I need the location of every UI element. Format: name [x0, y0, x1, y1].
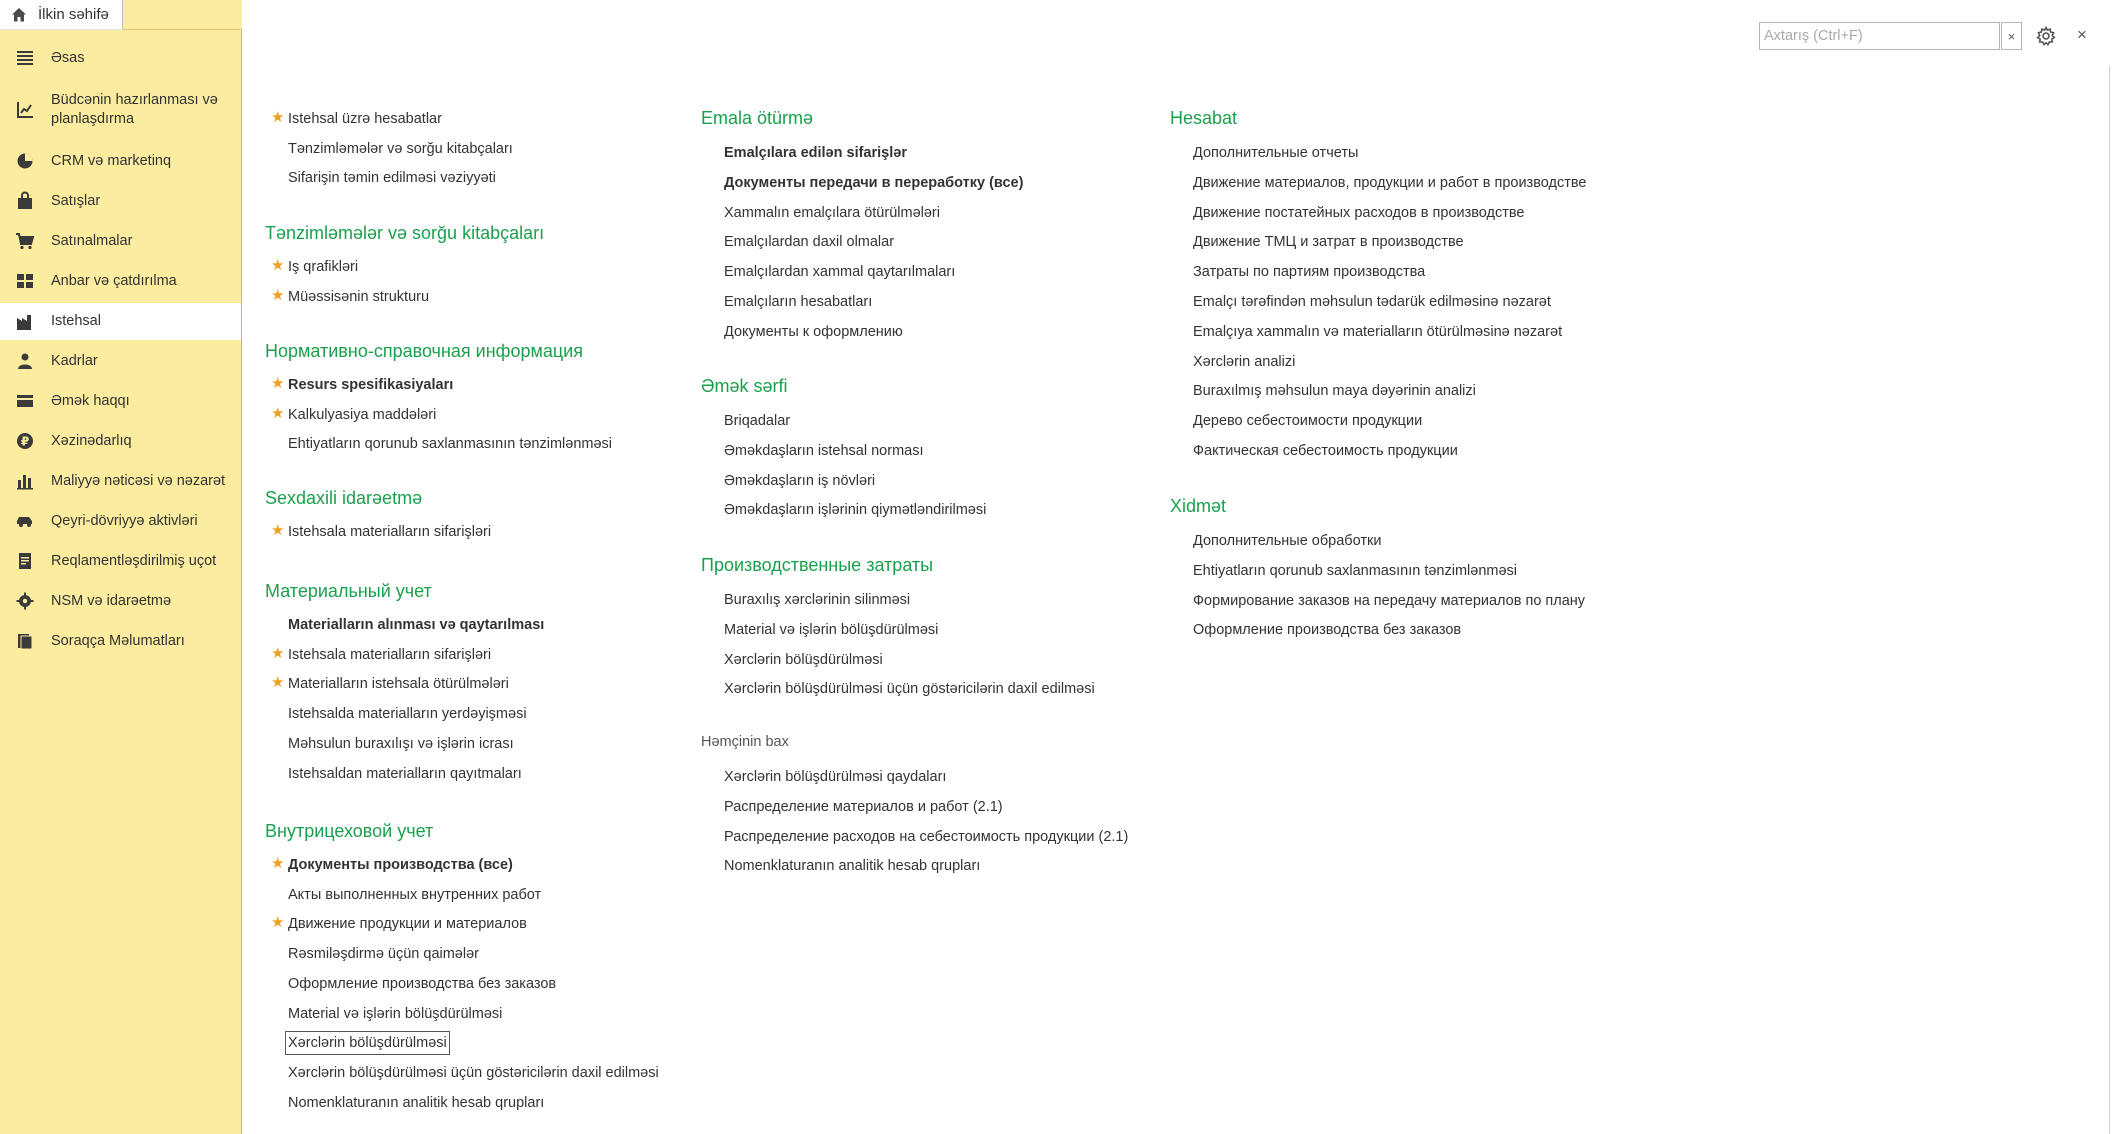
menu-lines-icon: [15, 48, 35, 68]
favorite-star-icon[interactable]: ★: [271, 914, 285, 932]
coin-icon: [15, 431, 35, 451]
nav-link[interactable]: Движение материалов, продукции и работ в производстве: [1193, 174, 1587, 191]
person-icon: [15, 351, 35, 371]
section-title: Нормативно-справочная информация: [265, 341, 583, 361]
nav-link[interactable]: Istehsalda materialların yerdəyişməsi: [288, 706, 527, 723]
nav-link[interactable]: Emalçıya xammalın və materialların ötürülməsinə nəzarət: [1193, 323, 1563, 340]
sidebar-item-crm-və-marketinq[interactable]: [0, 143, 241, 179]
wallet-icon: [15, 391, 35, 411]
nav-link[interactable]: Движение продукции и материалов: [288, 916, 527, 933]
panel-right-border: [2109, 66, 2110, 1134]
sidebar-item-əsas[interactable]: [0, 40, 241, 76]
sidebar-item-istehsal[interactable]: [0, 303, 241, 340]
sidebar-item-label: Kadrlar: [51, 352, 98, 369]
home-tab-label: İlkin səhifə: [38, 6, 109, 23]
nav-link[interactable]: Əməkdaşların işlərinin qiymətləndirilməsi: [724, 502, 987, 519]
section-title: Производственные затраты: [701, 555, 934, 575]
nav-link[interactable]: Xərclərin bölüşdürülməsi: [288, 1035, 447, 1052]
nav-link[interactable]: Распределение расходов на себестоимость продукции (2.1): [724, 828, 1129, 845]
nav-link[interactable]: Nomenklaturanın analitik hesab qrupları: [724, 858, 981, 875]
nav-link[interactable]: Nomenklaturanın analitik hesab qrupları: [288, 1094, 545, 1111]
nav-link[interactable]: Акты выполненных внутренних работ: [288, 886, 542, 903]
nav-link[interactable]: Istehsaldan materialların qayıtmaları: [288, 765, 522, 782]
sidebar-item-satınalmalar[interactable]: [0, 223, 241, 259]
nav-link[interactable]: Оформление производства без заказов: [288, 975, 557, 992]
nav-link[interactable]: Müəssisənin strukturu: [288, 288, 430, 305]
gear-icon[interactable]: [2036, 26, 2056, 46]
sidebar-item-label: Satınalmalar: [51, 232, 133, 249]
nav-link[interactable]: Material və işlərin bölüşdürülməsi: [288, 1005, 503, 1022]
books-icon: [15, 631, 35, 651]
sidebar-item-label: Xəzinədarlıq: [51, 432, 132, 449]
nav-link[interactable]: Ehtiyatların qorunub saxlanmasının tənzimlənməsi: [288, 436, 612, 453]
section-title: Hesabat: [1170, 108, 1238, 128]
bag-icon: [15, 191, 35, 211]
close-button[interactable]: ×: [2077, 25, 2087, 44]
sidebar-item-əmək-haqqı[interactable]: [0, 383, 241, 419]
nav-link[interactable]: Emalçıların hesabatları: [724, 294, 873, 310]
nav-link[interactable]: Документы передачи в переработку (все): [724, 174, 1024, 191]
sidebar-item-maliyyə-nəticəsi-və-nəzarət[interactable]: [0, 463, 241, 499]
section-title: Внутрицеховой учет: [265, 821, 434, 841]
nav-link[interactable]: Оформление производства без заказов: [1193, 622, 1462, 639]
pie-chart-icon: [15, 151, 35, 171]
section-title: Tənzimləmələr və sorğu kitabçaları: [265, 223, 545, 243]
nav-link[interactable]: Формирование заказов на передачу материалов по плану: [1193, 592, 1586, 609]
search-input[interactable]: [1759, 22, 2000, 50]
nav-link[interactable]: Istehsal üzrə hesabatlar: [288, 111, 442, 127]
nav-link[interactable]: Xərclərin bölüşdürülməsi qaydaları: [724, 769, 947, 785]
nav-link[interactable]: Документы производства (все): [288, 857, 513, 873]
nav-link[interactable]: Ehtiyatların qorunub saxlanmasının tənzimlənməsi: [1193, 562, 1517, 579]
favorite-star-icon[interactable]: ★: [271, 674, 285, 692]
nav-link[interactable]: Buraxılış xərclərinin silinməsi: [724, 592, 911, 608]
gear-icon: [15, 591, 35, 611]
nav-link[interactable]: Emalçılara edilən sifarişlər: [724, 145, 907, 161]
favorite-star-icon[interactable]: ★: [271, 644, 285, 662]
sidebar-item-label: Satışlar: [51, 192, 101, 209]
nav-link[interactable]: Briqadalar: [724, 413, 791, 429]
nav-link[interactable]: Фактическая себестоимость продукции: [1193, 443, 1458, 459]
factory-icon: [15, 312, 35, 332]
section-title: Sexdaxili idarəetmə: [265, 488, 423, 508]
favorite-star-icon[interactable]: ★: [271, 109, 285, 126]
sidebar-item-xəzinədarlıq[interactable]: [0, 423, 241, 459]
nav-link[interactable]: Iş qrafikləri: [288, 259, 359, 275]
sidebar: [0, 30, 242, 1134]
nav-link[interactable]: Əməkdaşların istehsal norması: [724, 442, 924, 459]
section-title: Xidmət: [1170, 496, 1227, 516]
sidebar-item-kadrlar[interactable]: [0, 343, 241, 379]
nav-link[interactable]: Xərclərin bölüşdürülməsi üçün göstəricilərin daxil edilməsi: [288, 1064, 659, 1081]
see-also-title: Həmçinin bax: [701, 734, 789, 750]
nav-link[interactable]: Затраты по партиям производства: [1193, 264, 1426, 281]
nav-link[interactable]: Istehsala materialların sifarişləri: [288, 524, 492, 540]
nav-link[interactable]: Resurs spesifikasiyaları: [288, 377, 454, 393]
main-panel: [242, 0, 2112, 1134]
sidebar-item-label: NSM və idarəetmə: [51, 592, 172, 609]
favorite-star-icon[interactable]: ★: [271, 257, 285, 274]
nav-link[interactable]: Kalkulyasiya maddələri: [288, 406, 437, 423]
favorite-star-icon[interactable]: ★: [271, 375, 285, 392]
cart-icon: [15, 231, 35, 251]
sidebar-item-label: Büdcənin hazırlanması və planlaşdırma: [51, 92, 218, 127]
nav-link[interactable]: Material və işlərin bölüşdürülməsi: [724, 621, 939, 638]
sidebar-item-label: Əsas: [51, 49, 85, 66]
favorite-star-icon[interactable]: ★: [271, 522, 285, 539]
section-title: Emala ötürmə: [701, 108, 814, 128]
sidebar-item-soraqça-məlumatları[interactable]: [0, 623, 241, 659]
sidebar-item-büdcənin-hazırlanması-və-planlaşdırma[interactable]: [0, 84, 241, 136]
nav-link[interactable]: Xammalın emalçılara ötürülmələri: [724, 204, 940, 221]
nav-link[interactable]: Xərclərin bölüşdürülməsi: [724, 651, 883, 668]
nav-link[interactable]: Xərclərin analizi: [1193, 353, 1296, 370]
favorite-star-icon[interactable]: ★: [271, 286, 285, 304]
nav-link[interactable]: Дополнительные отчеты: [1193, 145, 1359, 161]
nav-link[interactable]: Xərclərin bölüşdürülməsi üçün göstəricilərin daxil edilməsi: [724, 681, 1095, 698]
sidebar-item-label: Anbar və çatdırılma: [51, 272, 177, 289]
nav-link[interactable]: Materialların istehsala ötürülmələri: [288, 676, 509, 693]
nav-link[interactable]: Rəsmiləşdirmə üçün qaimələr: [288, 946, 479, 963]
section-title: Материальный учет: [265, 581, 432, 601]
nav-link[interactable]: Buraxılmış məhsulun maya dəyərinin analizi: [1193, 383, 1476, 400]
sidebar-item-label: Maliyyə nəticəsi və nəzarət: [51, 472, 226, 489]
sidebar-item-label: CRM və marketinq: [51, 152, 172, 169]
nav-link[interactable]: Əməkdaşların iş növləri: [724, 472, 876, 489]
nav-link[interactable]: Istehsala materialların sifarişləri: [288, 646, 492, 663]
sidebar-item-label: Əmək haqqı: [51, 392, 130, 409]
tab-bar-background: [123, 0, 242, 30]
report-icon: [15, 551, 35, 571]
sidebar-item-label: Reqlamentləşdirilmiş uçot: [51, 552, 217, 569]
nav-link[interactable]: Движение постатейных расходов в производстве: [1193, 204, 1525, 221]
car-icon: [15, 511, 35, 531]
sidebar-item-label: Istehsal: [51, 313, 101, 329]
nav-link[interactable]: Sifarişin təmin edilməsi vəziyyəti: [288, 170, 496, 187]
sidebar-item-reqlamentləşdirilmiş-uçot[interactable]: [0, 543, 241, 579]
bar-chart-icon: [15, 471, 35, 491]
favorite-star-icon[interactable]: ★: [271, 404, 285, 422]
sidebar-item-qeyri-dövriyyə-aktivləri[interactable]: [0, 503, 241, 539]
nav-link[interactable]: Emalçılardan xammal qaytarılmaları: [724, 264, 956, 281]
search-clear-button[interactable]: ×: [2001, 22, 2022, 50]
home-icon: [11, 7, 27, 23]
sidebar-item-anbar-və-çatdırılma[interactable]: [0, 263, 241, 299]
sidebar-item-satışlar[interactable]: [0, 183, 241, 219]
section-title: Əmək sərfi: [701, 376, 788, 396]
nav-link[interactable]: Документы к оформлению: [724, 323, 903, 340]
nav-link[interactable]: Tənzimləmələr və sorğu kitabçaları: [288, 140, 513, 157]
nav-link[interactable]: Emalçılardan daxil olmalar: [724, 234, 895, 251]
nav-link[interactable]: Распределение материалов и работ (2.1): [724, 798, 1003, 815]
nav-link[interactable]: Дополнительные обработки: [1193, 533, 1382, 549]
nav-link[interactable]: Materialların alınması və qaytarılması: [288, 617, 545, 633]
budget-chart-icon: [15, 100, 35, 120]
nav-link[interactable]: Движение ТМЦ и затрат в производстве: [1193, 234, 1464, 251]
svg-text:₽: ₽: [20, 434, 30, 449]
sidebar-item-nsm-və-idarəetmə[interactable]: [0, 583, 241, 619]
grid-icon: [15, 271, 35, 291]
home-tab[interactable]: [0, 0, 123, 30]
favorite-star-icon[interactable]: ★: [271, 855, 285, 872]
nav-link[interactable]: Дерево себестоимости продукции: [1193, 413, 1423, 430]
sidebar-item-label: Qeyri-dövriyyə aktivləri: [51, 512, 198, 529]
sidebar-item-label: Soraqça Məlumatları: [51, 632, 185, 649]
nav-link[interactable]: Məhsulun buraxılışı və işlərin icrası: [288, 735, 514, 752]
nav-link[interactable]: Emalçı tərəfindən məhsulun tədarük edilməsinə nəzarət: [1193, 294, 1551, 310]
